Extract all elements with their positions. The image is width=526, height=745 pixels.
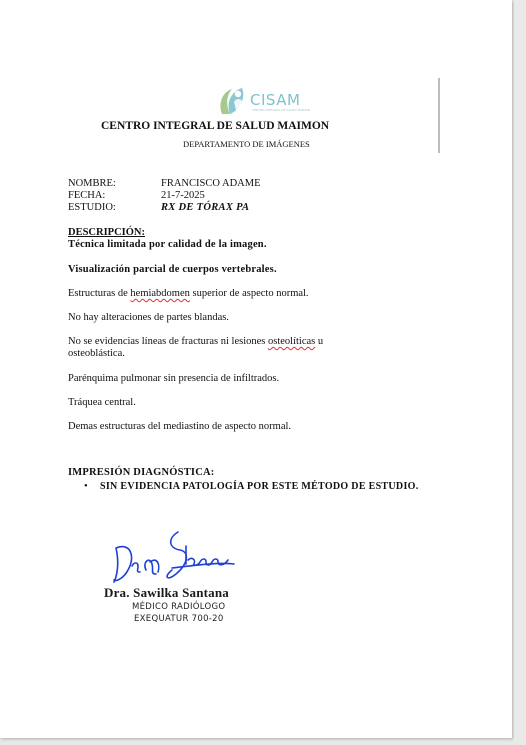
study-label: ESTUDIO: bbox=[68, 202, 116, 213]
bullet-icon: • bbox=[84, 481, 88, 492]
cisam-logo bbox=[216, 84, 311, 118]
spellcheck-word-hemiabdomen[interactable]: hemiabdomen bbox=[130, 288, 190, 299]
name-label: NOMBRE: bbox=[68, 178, 116, 189]
logo-name: CISAM bbox=[250, 91, 301, 109]
abdomen-text-start: Estructuras de bbox=[68, 288, 131, 299]
doctor-title: MÉDICO RADIÓLOGO bbox=[132, 602, 226, 612]
editor-scroll-area[interactable] bbox=[514, 0, 526, 745]
mediastinum-line: Demas estructuras del mediastino de aspecto normal. bbox=[68, 421, 292, 432]
fractures-line bbox=[68, 336, 323, 347]
department-name: DEPARTAMENTO DE IMÁGENES bbox=[183, 139, 310, 149]
fractures-text-end: u bbox=[315, 336, 324, 347]
trachea-line: Tráquea central. bbox=[68, 397, 136, 408]
fractures-line-2: osteoblástica. bbox=[68, 348, 125, 359]
vertebral-line: Visualización parcial de cuerpos vertebrales. bbox=[68, 264, 277, 275]
description-heading: DESCRIPCIÓN: bbox=[68, 227, 146, 238]
center-title: CENTRO INTEGRAL DE SALUD MAIMON bbox=[101, 120, 330, 132]
abdomen-line bbox=[68, 288, 309, 299]
parenchyma-line: Parénquima pulmonar sin presencia de infiltrados. bbox=[68, 373, 280, 384]
doctor-name: Dra. Sawilka Santana bbox=[104, 585, 229, 600]
impression-item: SIN EVIDENCIA PATOLOGÍA POR ESTE MÉTODO DE ESTUDIO. bbox=[100, 481, 419, 492]
doctor-license: EXEQUATUR 700-20 bbox=[134, 614, 224, 624]
impression-heading: IMPRESIÓN DIAGNÓSTICA: bbox=[68, 467, 215, 478]
study-value: RX DE TÓRAX PA bbox=[161, 202, 250, 213]
margin-marker bbox=[438, 78, 440, 153]
technique-line: Técnica limitada por calidad de la imagen. bbox=[68, 239, 267, 250]
spellcheck-word-osteoliticas[interactable]: osteolíticas bbox=[268, 336, 316, 347]
soft-tissue-line: No hay alteraciones de partes blandas. bbox=[68, 312, 229, 323]
date-value: 21-7-2025 bbox=[161, 190, 205, 201]
signature-image bbox=[106, 526, 242, 588]
fractures-text-start: No se evidencias líneas de fracturas ni lesiones bbox=[68, 336, 269, 347]
abdomen-text-end: superior de aspecto normal. bbox=[189, 288, 309, 299]
cisam-emblem-icon bbox=[216, 84, 250, 118]
date-label: FECHA: bbox=[68, 190, 106, 201]
name-value: FRANCISCO ADAME bbox=[161, 178, 261, 189]
logo-tagline: CENTRO INTEGRAL DE SALUD MAIMON bbox=[252, 108, 311, 112]
